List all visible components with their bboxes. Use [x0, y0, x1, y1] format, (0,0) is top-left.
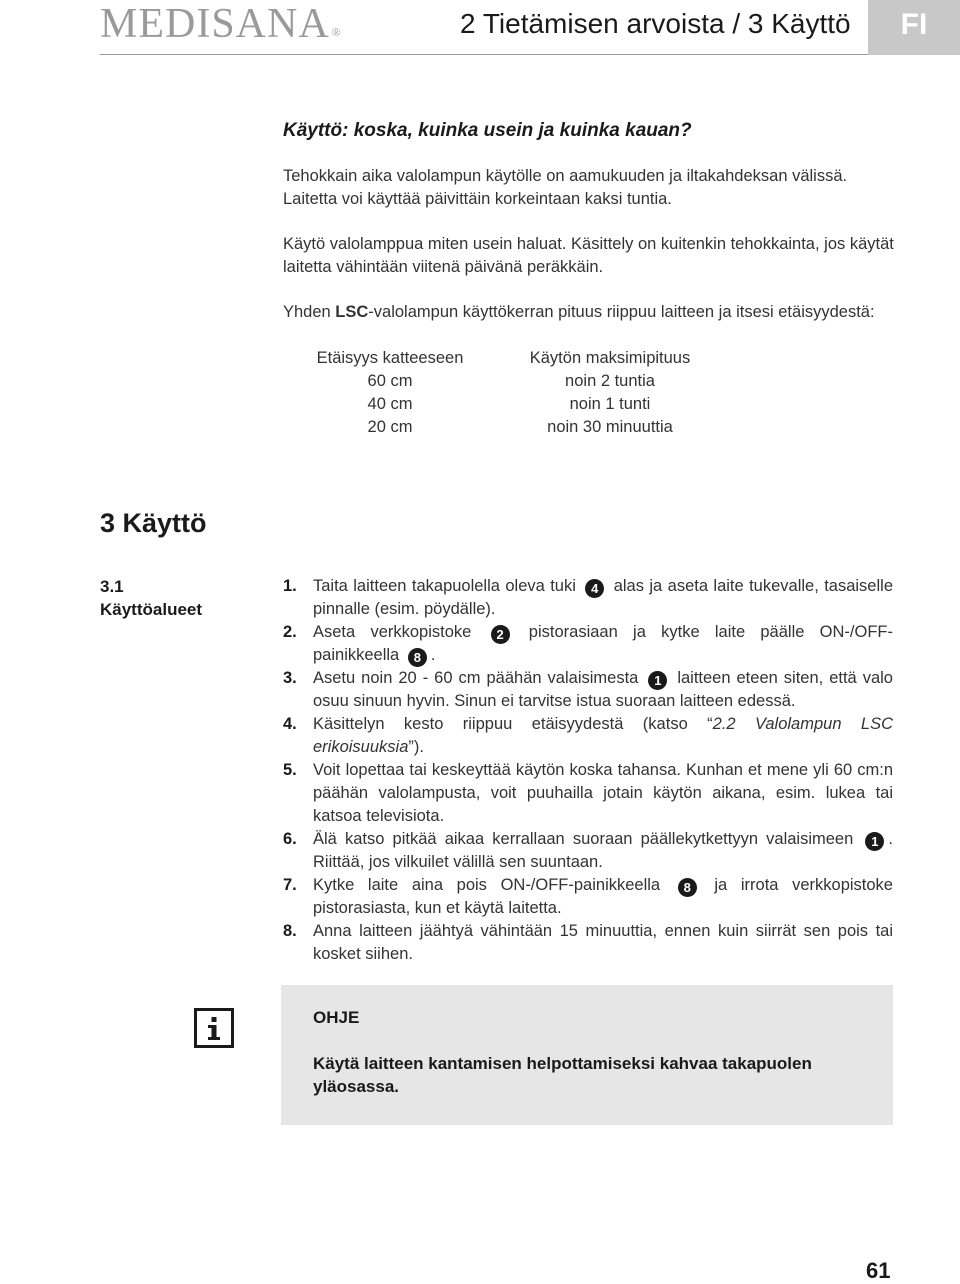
note-title: OHJE [313, 1008, 360, 1027]
table-header-duration: Käytön maksimipituus [529, 349, 691, 367]
callout-badge: 4 [585, 579, 604, 598]
subsection-number: 3.1 [100, 577, 124, 596]
callout-badge: 8 [678, 878, 697, 897]
table-cell: 20 cm [367, 418, 413, 436]
intro-heading: Käyttö: koska, kuinka usein ja kuinka kauan? [283, 120, 692, 141]
list-item: 4. Käsittelyn kesto riippuu etäisyydestä (katso “2.2 Valolampun LSC erikoisuuksia”). [283, 715, 893, 756]
table-cell: 60 cm [367, 372, 413, 390]
table-cell: 40 cm [367, 395, 413, 413]
callout-badge: 2 [491, 625, 510, 644]
page-number: 61 [866, 1258, 891, 1283]
list-item: 1. Taita laitteen takapuolella oleva tuki 4 alas ja aseta laite tukevalle, tasaiselle pinnalle (esim. pöydälle). [283, 577, 893, 618]
info-icon [194, 1008, 234, 1048]
intro-paragraph-1: Tehokkain aika valolampun käytölle on aamukuuden ja iltakahdeksan välissä. Laitetta voi käyttää päivittäin korkeintaan kaksi tuntia. [283, 167, 848, 208]
table-header-distance: Etäisyys katteeseen [316, 349, 464, 367]
note-body: Käytä laitteen kantamisen helpottamiseksi kahvaa takapuolen yläosassa. [313, 1054, 812, 1096]
language-tab: FI [868, 0, 960, 55]
callout-badge: 1 [865, 832, 884, 851]
section-title: 3 Käyttö [100, 508, 207, 538]
intro-paragraph-2: Käytö valolamppua miten usein haluat. Käsittely on kuitenkin tehokkainta, jos käytät laitetta vähintään viitenä päivänä peräkkäin. [283, 235, 894, 276]
header-divider [100, 54, 868, 55]
table-cell: noin 2 tuntia [565, 372, 655, 390]
brand-logo: MEDISANA ® [100, 1, 342, 47]
list-item: 6. Älä katso pitkää aikaa kerrallaan suoraan päällekytkettyyn valaisimeen 1 . Riittää, jos vilkuilet välillä sen suuntaan. [283, 830, 893, 871]
list-item: 5. Voit lopettaa tai keskeyttää käytön koska tahansa. Kunhan et mene yli 60 cm:n päähän valolampusta, voit puuhailla jotain käytön aikana, esim. lukea tai katsoa televisiota. [283, 761, 893, 825]
list-item: 3. Asetu noin 20 - 60 cm päähän valaisimesta 1 laitteen eteen siten, että valo osuu sinuun hyvin. Sinun ei tarvitse istua suoraan laitteen edessä. [283, 669, 893, 710]
page-title: 2 Tietämisen arvoista / 3 Käyttö [460, 8, 851, 39]
table-cell: noin 30 minuuttia [547, 418, 673, 436]
subsection-title: Käyttöalueet [100, 600, 203, 619]
intro-paragraph-3: Yhden LSC-valolampun käyttökerran pituus riippuu laitteen ja itsesi etäisyydestä: [283, 303, 875, 321]
callout-badge: 1 [648, 671, 667, 690]
list-item: 7. Kytke laite aina pois ON-/OFF-painikkeella 8 ja irrota verkkopistoke pistorasiasta, kun et käytä laitetta. [283, 876, 893, 917]
steps-list [283, 575, 893, 966]
list-item: 2. Aseta verkkopistoke 2 pistorasiaan ja kytke laite päälle ON-/OFF-painikkeella 8 . [283, 623, 893, 665]
callout-badge: 8 [408, 648, 427, 667]
list-item: 8. Anna laitteen jäähtyä vähintään 15 minuuttia, ennen kuin siirrät sen pois tai kosket siihen. [283, 922, 893, 963]
table-cell: noin 1 tunti [569, 395, 651, 413]
